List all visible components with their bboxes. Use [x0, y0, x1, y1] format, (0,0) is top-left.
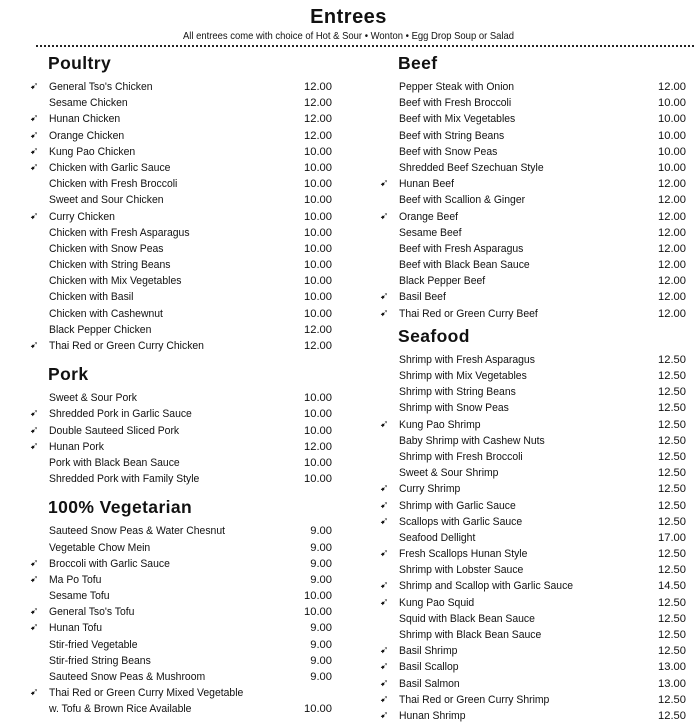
menu-item — [20, 257, 340, 273]
item-name: Curry Chicken — [49, 210, 115, 223]
item-price: 12.00 — [304, 340, 332, 352]
menu-item — [20, 423, 340, 439]
menu-item — [20, 572, 340, 588]
chef-special-icon: ➹ — [380, 418, 389, 430]
menu-item — [370, 676, 686, 692]
menu-item — [370, 465, 686, 481]
item-name: Hunan Chicken — [49, 113, 121, 126]
chef-special-icon: ➹ — [380, 677, 389, 689]
menu-item — [370, 289, 686, 305]
item-name: Double Sauteed Sliced Pork — [49, 424, 180, 437]
item-price: 12.50 — [658, 418, 686, 431]
chef-special-icon: ➹ — [30, 408, 39, 420]
item-name: Shrimp with Fresh Broccoli — [399, 450, 523, 463]
item-name: Shrimp with Fresh Asparagus — [399, 353, 535, 366]
item-name: Shrimp and Scallop with Garlic Sauce — [399, 580, 574, 593]
item-price: 10.00 — [304, 210, 332, 223]
item-price: 12.50 — [658, 353, 686, 366]
item-price: 12.00 — [658, 226, 686, 239]
menu-item — [370, 708, 686, 724]
item-price: 12.50 — [658, 629, 686, 641]
item-price: 12.50 — [658, 693, 686, 706]
menu-item — [370, 352, 686, 368]
item-price: 9.00 — [310, 573, 332, 586]
item-name: Sesame Tofu — [49, 590, 110, 603]
item-name: Orange Chicken — [49, 129, 125, 142]
menu-item — [370, 692, 686, 708]
section-seafood — [370, 322, 686, 724]
menu-item — [370, 578, 686, 594]
item-price: 10.00 — [304, 392, 332, 405]
section-title-vegetarian: 100% Vegetarian — [48, 497, 193, 518]
item-price: 12.00 — [658, 194, 686, 207]
chef-special-icon: ➹ — [30, 210, 39, 222]
menu-item — [20, 588, 340, 604]
menu-item — [370, 95, 686, 111]
item-price: 10.00 — [304, 242, 332, 255]
item-name: Beef with Snow Peas — [399, 145, 498, 158]
menu-item — [370, 225, 686, 241]
item-price: 10.00 — [304, 291, 332, 304]
section-beef — [370, 49, 686, 322]
menu-item — [370, 530, 686, 546]
chef-special-icon: ➹ — [380, 693, 389, 705]
item-name: Orange Beef — [399, 210, 459, 223]
item-name: Thai Red or Green Curry Chicken — [49, 340, 204, 352]
menu-item — [20, 455, 340, 471]
item-name: Stir-fried Vegetable — [49, 638, 138, 651]
chef-special-icon: ➹ — [380, 178, 389, 190]
menu-item — [20, 653, 340, 669]
item-name: Black Pepper Chicken — [49, 323, 152, 336]
item-price: 12.00 — [658, 307, 686, 320]
item-name: Chicken with Fresh Broccoli — [49, 178, 178, 191]
item-price: 9.00 — [310, 557, 332, 570]
menu-item — [20, 144, 340, 160]
item-price: 12.00 — [304, 129, 332, 142]
item-price: 10.00 — [658, 145, 686, 158]
item-name: Chicken with String Beans — [49, 259, 171, 272]
item-name: Shrimp with Garlic Sauce — [399, 499, 516, 512]
chef-special-icon: ➹ — [380, 210, 389, 222]
chef-special-icon: ➹ — [30, 573, 39, 585]
chef-special-icon: ➹ — [30, 424, 39, 436]
section-title-poultry: Poultry — [48, 53, 112, 73]
menu-item — [370, 627, 686, 643]
item-price: 12.00 — [304, 97, 332, 110]
item-name: Basil Scallop — [399, 661, 459, 674]
menu-item — [370, 306, 686, 322]
item-price: 12.50 — [658, 612, 686, 625]
menu-item — [20, 540, 340, 556]
menu-item — [370, 400, 686, 416]
item-name: Shrimp with Mix Vegetables — [399, 370, 527, 382]
menu-item — [20, 604, 340, 620]
item-price: 10.00 — [304, 408, 332, 421]
item-name: Chicken with Basil — [49, 291, 134, 304]
item-name: Hunan Shrimp — [399, 709, 466, 722]
left-column — [20, 49, 340, 718]
item-name: Beef with Scallion & Ginger — [399, 194, 526, 207]
item-price: 13.00 — [658, 661, 686, 674]
menu-item — [370, 176, 686, 192]
item-price: 9.00 — [310, 638, 332, 651]
item-price: 10.00 — [304, 456, 332, 469]
item-name: Basil Shrimp — [399, 645, 458, 658]
menu-item — [370, 111, 686, 127]
item-name: Vegetable Chow Mein — [49, 541, 151, 554]
item-price: 12.50 — [658, 370, 686, 382]
menu-item — [20, 620, 340, 636]
section-title-beef: Beef — [398, 53, 438, 73]
item-price: 10.00 — [304, 703, 332, 716]
menu-item — [20, 128, 340, 144]
menu-item — [370, 595, 686, 611]
item-name: Sweet & Sour Pork — [49, 392, 137, 405]
item-price: 10.00 — [304, 606, 332, 619]
item-name: Kung Pao Shrimp — [399, 418, 481, 431]
item-list-seafood — [370, 352, 686, 724]
menu-item — [20, 160, 340, 176]
item-name: Sesame Beef — [399, 226, 462, 239]
item-name: Kung Pao Chicken — [49, 145, 136, 158]
menu-item — [20, 471, 340, 487]
section-title-pork: Pork — [48, 364, 89, 385]
chef-special-icon: ➹ — [380, 307, 389, 319]
item-name: Fresh Scallops Hunan Style — [399, 548, 528, 561]
menu-item — [20, 111, 340, 127]
item-name: Black Pepper Beef — [399, 275, 486, 288]
item-name: Hunan Tofu — [49, 622, 103, 635]
menu-item — [20, 95, 340, 111]
menu-item — [370, 659, 686, 675]
item-name: Seafood Dellight — [399, 531, 476, 544]
menu-item — [370, 433, 686, 449]
menu-item — [20, 241, 340, 257]
item-price: 10.00 — [304, 307, 332, 320]
item-price: 10.00 — [304, 275, 332, 288]
chef-special-icon: ➹ — [380, 645, 389, 657]
menu-item — [20, 176, 340, 192]
item-price: 10.00 — [658, 97, 686, 110]
item-price: 12.50 — [658, 645, 686, 658]
item-name: Chicken with Fresh Asparagus — [49, 226, 190, 239]
chef-special-icon: ➹ — [380, 291, 389, 303]
menu-item — [370, 417, 686, 433]
menu-item — [20, 685, 340, 701]
item-price: 10.00 — [304, 424, 332, 437]
menu-item — [20, 225, 340, 241]
item-name: Sesame Chicken — [49, 97, 128, 110]
menu-item — [20, 701, 340, 717]
page-title: Entrees — [310, 6, 387, 28]
item-name: Beef with String Beans — [399, 129, 505, 142]
menu-item — [370, 514, 686, 530]
chef-special-icon: ➹ — [30, 606, 39, 618]
item-price: 12.50 — [658, 386, 686, 399]
chef-special-icon: ➹ — [30, 145, 39, 157]
item-name: Chicken with Garlic Sauce — [49, 161, 171, 174]
item-price: 13.00 — [658, 677, 686, 690]
item-price: 10.00 — [304, 259, 332, 272]
menu-item — [20, 669, 340, 685]
item-name: General Tso's Tofu — [49, 606, 135, 619]
item-price: 12.50 — [658, 499, 686, 512]
menu-item — [370, 160, 686, 176]
item-name: Pepper Steak with Onion — [399, 81, 515, 93]
item-name: Sauteed Snow Peas & Mushroom — [49, 671, 206, 683]
item-price: 12.00 — [304, 113, 332, 126]
item-name: Broccoli with Garlic Sauce — [49, 557, 170, 570]
item-price: 10.00 — [304, 226, 332, 239]
menu-item — [370, 79, 686, 95]
item-name: Shrimp with Black Bean Sauce — [399, 629, 542, 641]
item-price: 12.00 — [658, 210, 686, 223]
item-name: w. Tofu & Brown Rice Available — [49, 703, 192, 716]
item-price: 10.00 — [304, 473, 332, 486]
item-price: 12.50 — [658, 402, 686, 415]
menu-item — [20, 273, 340, 289]
item-name: Shredded Beef Szechuan Style — [399, 161, 544, 174]
menu-item — [20, 556, 340, 572]
item-name: Curry Shrimp — [399, 483, 461, 496]
item-price: 9.00 — [310, 671, 332, 683]
menu-item — [20, 289, 340, 305]
chef-special-icon: ➹ — [380, 499, 389, 511]
chef-special-icon: ➹ — [30, 440, 39, 452]
item-price: 10.00 — [304, 194, 332, 207]
item-name: Squid with Black Bean Sauce — [399, 612, 535, 625]
menu-item — [20, 406, 340, 422]
item-name: Hunan Pork — [49, 440, 104, 453]
item-price: 12.50 — [658, 467, 686, 480]
menu-item — [370, 273, 686, 289]
menu-item — [370, 384, 686, 400]
item-name: Beef with Fresh Asparagus — [399, 242, 524, 255]
item-name: Chicken with Mix Vegetables — [49, 275, 182, 288]
menu-item — [370, 481, 686, 497]
item-list-beef — [370, 79, 686, 322]
section-vegetarian — [20, 493, 340, 717]
item-price: 9.00 — [310, 525, 332, 538]
chef-special-icon: ➹ — [30, 622, 39, 634]
menu-item — [20, 390, 340, 406]
item-price: 10.00 — [658, 129, 686, 142]
chef-special-icon: ➹ — [380, 661, 389, 673]
item-list-pork — [20, 390, 340, 487]
chef-special-icon: ➹ — [30, 81, 39, 92]
item-price: 12.50 — [658, 596, 686, 609]
item-price: 12.00 — [658, 178, 686, 191]
item-price: 10.00 — [304, 161, 332, 174]
item-name: Ma Po Tofu — [49, 573, 102, 586]
menu-item — [20, 523, 340, 539]
menu-item — [370, 144, 686, 160]
menu-item — [370, 128, 686, 144]
item-name: Beef with Fresh Broccoli — [399, 97, 512, 110]
chef-special-icon: ➹ — [30, 687, 39, 699]
item-price: 17.00 — [658, 531, 686, 544]
item-name: Chicken with Cashewnut — [49, 307, 163, 320]
item-name: Beef with Black Bean Sauce — [399, 259, 530, 272]
item-price: 12.00 — [658, 81, 686, 93]
item-name: Baby Shrimp with Cashew Nuts — [399, 434, 545, 447]
chef-special-icon: ➹ — [30, 129, 39, 141]
dotted-divider — [36, 45, 694, 47]
chef-special-icon: ➹ — [380, 596, 389, 608]
item-name: Pork with Black Bean Sauce — [49, 456, 180, 469]
chef-special-icon: ➹ — [380, 548, 389, 560]
item-name: Stir-fried String Beans — [49, 654, 151, 667]
item-name: Thai Red or Green Curry Beef — [399, 307, 538, 320]
menu-item — [370, 611, 686, 627]
item-price: 12.00 — [304, 323, 332, 336]
item-price: 12.50 — [658, 434, 686, 447]
menu-item — [370, 368, 686, 384]
item-name: Chicken with Snow Peas — [49, 242, 164, 255]
item-price: 12.00 — [658, 259, 686, 272]
menu-item — [370, 209, 686, 225]
menu-item — [370, 546, 686, 562]
item-price: 10.00 — [658, 113, 686, 126]
menu-item — [20, 322, 340, 338]
item-name: Shrimp with String Beans — [399, 386, 516, 399]
soup-choice-note: All entrees come with choice of Hot & Sour • Wonton • Egg Drop Soup or Salad — [182, 30, 515, 42]
menu-item — [370, 643, 686, 659]
item-price: 12.50 — [658, 515, 686, 528]
item-price: 12.00 — [304, 81, 332, 93]
menu-item — [370, 257, 686, 273]
item-price: 9.00 — [310, 541, 332, 554]
menu-item — [370, 192, 686, 208]
item-price: 12.50 — [658, 564, 686, 577]
item-name: Basil Beef — [399, 291, 446, 304]
item-price: 10.00 — [304, 145, 332, 158]
item-name: Shredded Pork with Family Style — [49, 473, 200, 486]
menu-item — [370, 562, 686, 578]
menu-item — [370, 241, 686, 257]
chef-special-icon: ➹ — [380, 580, 389, 592]
menu-item — [20, 637, 340, 653]
section-pork — [20, 360, 340, 487]
item-name: Scallops with Garlic Sauce — [399, 515, 523, 528]
section-poultry — [20, 49, 340, 354]
menu-header — [0, 6, 697, 43]
chef-special-icon: ➹ — [380, 483, 389, 495]
chef-special-icon: ➹ — [30, 161, 39, 173]
item-list-vegetarian — [20, 523, 340, 717]
item-name: Beef with Mix Vegetables — [399, 113, 516, 126]
menu-item — [20, 338, 340, 354]
section-title-seafood: Seafood — [398, 325, 470, 346]
menu-item — [20, 306, 340, 322]
menu-item — [20, 192, 340, 208]
item-price: 12.00 — [658, 291, 686, 304]
chef-special-icon: ➹ — [30, 557, 39, 569]
menu-item — [370, 449, 686, 465]
item-price: 12.50 — [658, 450, 686, 463]
item-name: Basil Salmon — [399, 677, 460, 690]
item-price: 12.50 — [658, 548, 686, 561]
item-name: Shrimp with Snow Peas — [399, 402, 509, 415]
item-name: Sweet and Sour Chicken — [49, 194, 164, 207]
item-price: 12.50 — [658, 483, 686, 496]
item-name: Thai Red or Green Curry Shrimp — [399, 693, 550, 706]
item-name: Sauteed Snow Peas & Water Chesnut — [49, 525, 226, 538]
item-price: 12.50 — [658, 709, 686, 722]
item-name: Hunan Beef — [399, 178, 454, 191]
item-price: 10.00 — [658, 161, 686, 174]
item-name: Shrimp with Lobster Sauce — [399, 564, 524, 577]
item-list-poultry — [20, 79, 340, 354]
chef-special-icon: ➹ — [30, 340, 39, 351]
menu-item — [20, 79, 340, 95]
item-price: 12.00 — [304, 440, 332, 453]
item-price: 10.00 — [304, 590, 332, 603]
item-price: 12.00 — [658, 275, 686, 288]
item-name: Shredded Pork in Garlic Sauce — [49, 408, 192, 421]
item-price: 9.00 — [310, 654, 332, 667]
chef-special-icon: ➹ — [380, 709, 389, 721]
right-column — [370, 49, 686, 724]
menu-item — [20, 209, 340, 225]
menu-item — [20, 439, 340, 455]
item-name: Thai Red or Green Curry Mixed Vegetable — [49, 687, 244, 700]
item-name: Sweet & Sour Shrimp — [399, 467, 499, 480]
item-price: 14.50 — [658, 580, 686, 593]
item-name: Kung Pao Squid — [399, 596, 475, 609]
chef-special-icon: ➹ — [380, 515, 389, 527]
item-price: 10.00 — [304, 178, 332, 191]
chef-special-icon: ➹ — [30, 113, 39, 125]
item-price: 12.00 — [658, 242, 686, 255]
menu-item — [370, 498, 686, 514]
item-name: General Tso's Chicken — [49, 81, 153, 93]
item-price: 9.00 — [310, 622, 332, 635]
